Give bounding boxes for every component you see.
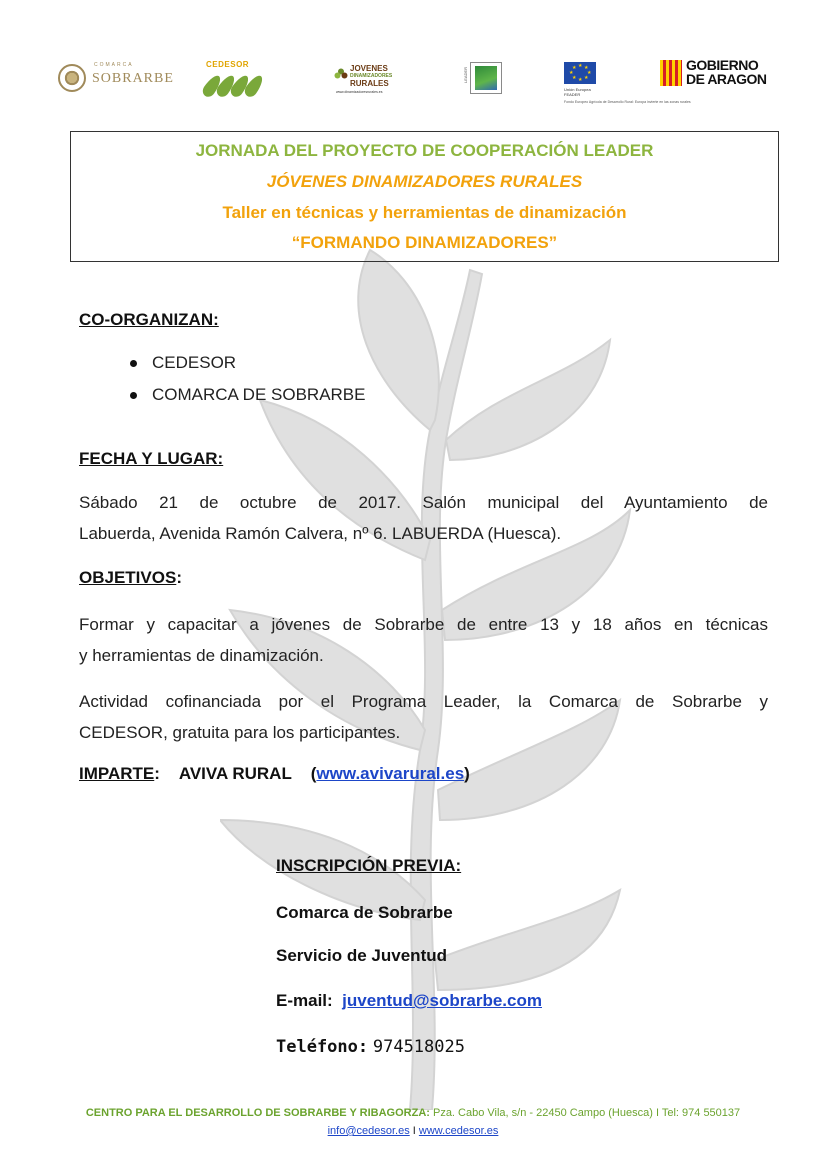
sobrarbe-logo-name: SOBRARBE: [92, 71, 174, 86]
footer-address: Pza. Cabo Vila, s/n - 22450 Campo (Huesca) I Tel: 974 550137: [429, 1107, 741, 1119]
eu-flag-icon: ★ ★ ★ ★ ★ ★ ★ ★: [564, 62, 596, 84]
footer-separator: I: [409, 1125, 419, 1137]
footer-web-link[interactable]: www.cedesor.es: [418, 1125, 499, 1137]
objetivos-paragraph-1: [79, 609, 768, 671]
email-label: E-mail:: [276, 991, 333, 1010]
footer-org: CENTRO PARA EL DESARROLLO DE SOBRARBE Y RIBAGORZA:: [85, 1107, 430, 1119]
footer-line-1: [0, 1107, 826, 1119]
jovenes-logo-line2: DINAMIZADORES: [350, 73, 393, 79]
objetivos-heading-colon: :: [176, 568, 182, 587]
logo-bar: [52, 52, 782, 112]
cedesor-logo: [202, 60, 264, 106]
objetivos-p2-line-1: Actividad cofinanciada por el Programa Leader, la Comarca de Sobrarbe y: [79, 692, 768, 711]
fecha-paragraph: [79, 487, 768, 549]
sobrarbe-seal-icon: [58, 64, 86, 92]
clover-icon: [334, 68, 348, 82]
email-link[interactable]: juventud@sobrarbe.com: [342, 991, 542, 1010]
eu-logo-line3: Fondo Europeo Agrícola de Desarrollo Rural: Europa invierte en las zonas rurales: [564, 100, 691, 104]
list-item: COMARCA DE SOBRARBE: [128, 384, 366, 416]
imparte-line: [79, 764, 470, 784]
objetivos-heading-text: OBJETIVOS: [79, 568, 177, 587]
footer-email-link[interactable]: info@cedesor.es: [327, 1125, 410, 1137]
jovenes-logo-line1: JOVENES: [350, 64, 388, 73]
title-line-4: “FORMANDO DINAMIZADORES”: [291, 233, 558, 252]
objetivos-p1-line-1: Formar y capacitar a jóvenes de Sobrarbe de entre 13 y 18 años en técnicas: [79, 615, 768, 634]
phone-number: 974518025: [372, 1037, 465, 1057]
avivarural-link[interactable]: www.avivarural.es: [316, 764, 465, 783]
imparte-name: AVIVA RURAL: [178, 764, 292, 783]
cedesor-logo-text: CEDESOR: [206, 60, 250, 69]
objetivos-paragraph-2: [79, 686, 768, 748]
coorganizan-heading: CO-ORGANIZAN:: [79, 310, 219, 329]
leader-logo: [463, 62, 502, 94]
fecha-heading: FECHA Y LUGAR:: [79, 449, 224, 468]
imparte-open-paren: (: [310, 764, 317, 783]
eu-logo-line2: FEADER: [564, 92, 581, 97]
leader-logo-side: LEADER: [463, 67, 468, 84]
title-line-2: JÓVENES DINAMIZADORES RURALES: [266, 172, 583, 191]
aragon-flag-icon: [660, 60, 682, 86]
list-item: CEDESOR: [128, 352, 366, 384]
phone-label: Teléfono:: [276, 1037, 369, 1057]
inscripcion-service: Servicio de Juventud: [276, 946, 447, 965]
title-line-1: JORNADA DEL PROYECTO DE COOPERACIÓN LEADER: [195, 141, 654, 160]
footer-line-2: [0, 1125, 826, 1137]
inscripcion-phone-line: [276, 1037, 465, 1057]
inscripcion-heading: INSCRIPCIÓN PREVIA:: [276, 856, 462, 875]
title-box: [70, 131, 779, 262]
eu-logo-line1: Unión Europea: [564, 87, 591, 92]
imparte-colon: :: [154, 764, 160, 783]
coorganizan-list: [128, 352, 366, 416]
jovenes-dinamizadores-logo: [334, 60, 406, 100]
aragon-logo-line1: GOBIERNO: [686, 57, 759, 73]
gobierno-aragon-logo: [660, 58, 784, 92]
comarca-sobrarbe-logo: [58, 62, 174, 98]
aragon-logo-line2: DE ARAGON: [686, 71, 767, 87]
objetivos-p2-line-2: CEDESOR, gratuita para los participantes.: [79, 723, 401, 742]
imparte-close-paren: ): [464, 764, 470, 783]
jovenes-logo-line3: RURALES: [350, 79, 389, 88]
title-line-3: Taller en técnicas y herramientas de dinamización: [222, 203, 627, 222]
jovenes-logo-url: www.dinamizadoresrurales.es: [336, 90, 383, 94]
fecha-line-1: Sábado 21 de octubre de 2017. Salón municipal del Ayuntamiento de: [79, 493, 768, 512]
imparte-label: IMPARTE: [79, 764, 155, 783]
objetivos-p1-line-2: y herramientas de dinamización.: [79, 646, 324, 665]
fecha-line-2: Labuerda, Avenida Ramón Calvera, nº 6. LABUERDA (Huesca).: [79, 524, 562, 543]
inscripcion-email-line: [276, 991, 542, 1011]
objetivos-heading: [79, 568, 182, 588]
sobrarbe-logo-small: COMARCA: [94, 62, 134, 68]
inscripcion-org: Comarca de Sobrarbe: [276, 903, 453, 922]
leader-emblem-icon: [475, 66, 497, 90]
